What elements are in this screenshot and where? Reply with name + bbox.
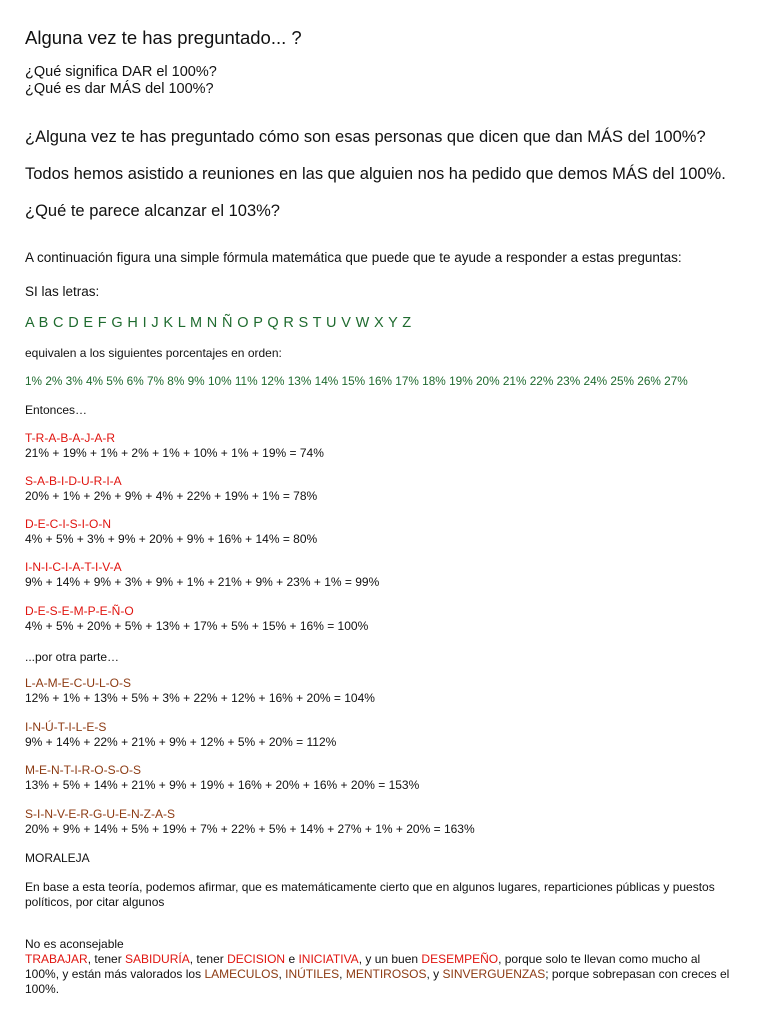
word-block (25, 517, 317, 547)
word-letters: S-A-B-I-D-U-R-I-A (25, 474, 122, 488)
highlight-mentirosos: MENTIROSOS (345, 967, 427, 981)
word-letters: L-A-M-E-C-U-L-O-S (25, 676, 131, 690)
highlight-trabajar: TRABAJAR (25, 952, 88, 966)
word-calculation: 12% + 1% + 13% + 5% + 3% + 22% + 12% + 16% + 20% = 104% (25, 691, 375, 705)
word-calculation: 4% + 5% + 3% + 9% + 20% + 9% + 16% + 14% = 80% (25, 532, 318, 546)
word-calculation: 20% + 1% + 2% + 9% + 4% + 22% + 19% + 1% = 78% (25, 489, 318, 503)
final-text: , y un buen (358, 952, 422, 966)
highlight-sinverguenzas: SINVERGUENZAS (442, 967, 546, 981)
word-calculation: 4% + 5% + 20% + 5% + 13% + 17% + 5% + 15% + 16% = 100% (25, 619, 369, 633)
highlight-inutiles: INÚTILES (285, 967, 340, 981)
word-calculation: 13% + 5% + 14% + 21% + 9% + 19% + 16% + 20% + 16% + 20% = 153% (25, 778, 420, 792)
paragraph-1: ¿Alguna vez te has preguntado cómo son esas personas que dicen que dan MÁS del 100%? (25, 128, 706, 146)
final-text: e (285, 952, 299, 966)
paragraph-2: Todos hemos asistido a reuniones en las que alguien nos ha pedido que demos MÁS del 100%. (25, 165, 726, 183)
por-otra-parte-text: ...por otra parte… (25, 650, 120, 664)
word-letters: D-E-C-I-S-I-O-N (25, 517, 111, 531)
word-block (25, 431, 324, 461)
entonces-text: Entonces… (25, 403, 88, 417)
final-text: , (278, 967, 286, 981)
intro-text: A continuación figura una simple fórmula matemática que puede que te ayude a responder a estas preguntas: (25, 250, 682, 265)
equivalen-text: equivalen a los siguientes porcentajes en orden: (25, 346, 282, 360)
word-calculation: 21% + 19% + 1% + 2% + 1% + 10% + 1% + 19% = 74% (25, 446, 324, 460)
final-text: , (339, 967, 346, 981)
si-label: SI las letras: (25, 284, 100, 299)
word-block (25, 720, 336, 750)
highlight-iniciativa: INICIATIVA (298, 952, 359, 966)
word-calculation: 9% + 14% + 22% + 21% + 9% + 12% + 5% + 20% = 112% (25, 735, 337, 749)
word-block (25, 763, 419, 793)
conclusion-text: En base a esta teoría, podemos afirmar, que es matemáticamente cierto que en algunos lugares, reparticiones públicas y puestos políticos, por citar algunos (25, 880, 715, 909)
word-block (25, 604, 368, 634)
word-letters: I-N-Ú-T-I-L-E-S (25, 720, 107, 734)
final-text: , porque solo te llevan como mucho al 100%, y están más valorados los (25, 952, 701, 981)
word-letters: D-E-S-E-M-P-E-Ñ-O (25, 604, 134, 618)
word-calculation: 9% + 14% + 9% + 3% + 9% + 1% + 21% + 9% + 23% + 1% = 99% (25, 575, 380, 589)
percentages-list: 1% 2% 3% 4% 5% 6% 7% 8% 9% 10% 11% 12% 13% 14% 15% 16% 17% 18% 19% 20% 21% 22% 23% 24% 25% 26% 27% (25, 374, 688, 388)
final-text: , tener (87, 952, 126, 966)
word-block (25, 474, 317, 504)
final-paragraph (25, 937, 737, 997)
word-letters: M-E-N-T-I-R-O-S-O-S (25, 763, 141, 777)
final-text: ; porque sobrepasan con creces el 100%. (25, 967, 730, 996)
page-title: Alguna vez te has preguntado... ? (25, 27, 302, 48)
word-block (25, 676, 375, 706)
moraleja-heading: MORALEJA (25, 851, 90, 865)
word-block (25, 560, 379, 590)
final-text: , tener (189, 952, 228, 966)
word-letters: S-I-N-V-E-R-G-U-E-N-Z-A-S (25, 807, 175, 821)
alphabet-letters: A B C D E F G H I J K L M N Ñ O P Q R S T U V W X Y Z (25, 315, 412, 331)
question-1: ¿Qué significa DAR el 100%? (25, 64, 217, 80)
word-letters: I-N-I-C-I-A-T-I-V-A (25, 560, 122, 574)
word-calculation: 20% + 9% + 14% + 5% + 19% + 7% + 22% + 5% + 14% + 27% + 1% + 20% = 163% (25, 822, 475, 836)
final-line-1: No es aconsejable (25, 937, 124, 951)
word-letters: T-R-A-B-A-J-A-R (25, 431, 115, 445)
highlight-sabiduria: SABIDURÍA (125, 952, 190, 966)
highlight-decision: DECISION (227, 952, 286, 966)
final-body (25, 952, 737, 997)
question-2: ¿Qué es dar MÁS del 100%? (25, 81, 214, 97)
word-block (25, 807, 475, 837)
paragraph-3: ¿Qué te parece alcanzar el 103%? (25, 202, 280, 220)
final-text: , y (426, 967, 443, 981)
highlight-lameculos: LAMECULOS (204, 967, 279, 981)
highlight-desempeno: DESEMPEÑO (421, 952, 499, 966)
